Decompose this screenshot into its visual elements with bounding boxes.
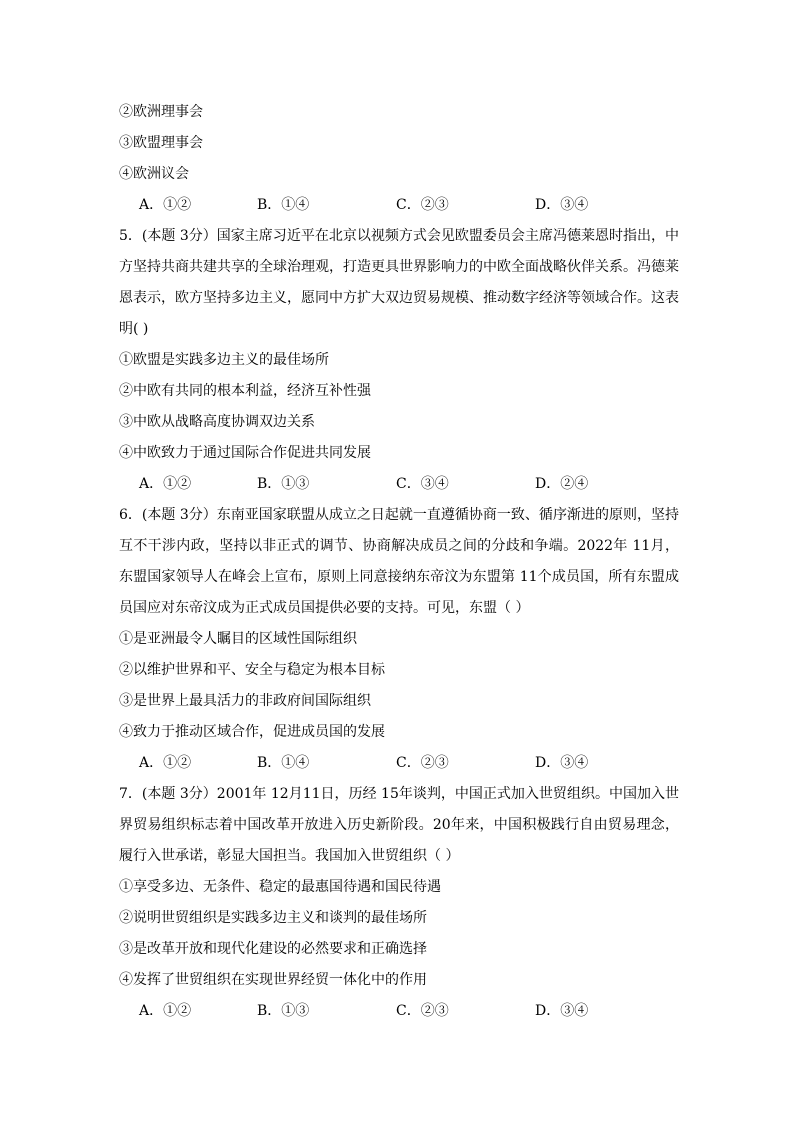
- question-stem-5: 5．(本题 3分）国家主席习近平在北京以视频方式会见欧盟委员会主席冯德莱恩时指出，中方坚持共商共建共享的全球治理观，打造更具世界影响力的中欧全面战略伙伴关系。冯德莱恩表示，欧方坚持多边主义，愿同中方扩大双边贸易规模、推动数字经济等领域合作。这表明( ): [119, 228, 679, 337]
- choice-d: D．③④: [535, 1003, 589, 1019]
- choice-c: C．②③: [396, 755, 449, 771]
- answer-choices: [119, 996, 679, 1027]
- choice-a: A．①②: [139, 755, 192, 771]
- option-item: ④发挥了世贸组织在实现世界经贸一体化中的作用: [119, 972, 427, 988]
- option-item: ①是亚洲最令人瞩目的区域性国际组织: [119, 631, 357, 647]
- choice-c: C．②③: [396, 1003, 449, 1019]
- choice-a: A．①②: [139, 1003, 192, 1019]
- choice-d: D．②④: [535, 476, 589, 492]
- option-item: ③是世界上最具活力的非政府间国际组织: [119, 693, 371, 709]
- choice-c: C．③④: [396, 476, 449, 492]
- option-item: ③是改革开放和现代化建设的必然要求和正确选择: [119, 941, 427, 957]
- option-item: ①欧盟是实践多边主义的最佳场所: [119, 352, 329, 368]
- choice-b: B．①③: [257, 1003, 310, 1019]
- option-item: ②说明世贸组织是实践多边主义和谈判的最佳场所: [119, 910, 427, 926]
- option-item: ②欧洲理事会: [119, 104, 203, 120]
- option-item: ④致力于推动区域合作，促进成员国的发展: [119, 724, 385, 740]
- choice-b: B．①④: [257, 197, 310, 213]
- question-stem-7: 7．(本题 3分）2001年 12月11日，历经 15年谈判，中国正式加入世贸组织。中国加入世界贸易组织标志着中国改革开放进入历史新阶段。20年来，中国积极践行自由贸易理念，履行入世承诺，彰显大国担当。我国加入世贸组织（ ）: [119, 786, 679, 864]
- choice-b: B．①④: [257, 755, 310, 771]
- choice-c: C．②③: [396, 197, 449, 213]
- question-stem-6: 6．(本题 3分）东南亚国家联盟从成立之日起就一直遵循协商一致、循序渐进的原则，坚持互不干涉内政，坚持以非正式的调节、协商解决成员之间的分歧和争端。2022年 11月，东盟国家领导人在峰会上宣布，原则上同意接纳东帝汶为东盟第 11个成员国，所有东盟成员国应对东帝汶成为正式成员国提供必要的支持。可见，东盟（ ）: [119, 507, 679, 616]
- option-item: ②中欧有共同的根本利益，经济互补性强: [119, 383, 371, 399]
- choice-a: A．①②: [139, 197, 192, 213]
- choice-d: D．③④: [535, 197, 589, 213]
- exam-page-content: [119, 97, 679, 1027]
- choice-a: A．①②: [139, 476, 192, 492]
- option-item: ③欧盟理事会: [119, 135, 203, 151]
- answer-choices: [119, 469, 679, 500]
- option-item: ④中欧致力于通过国际合作促进共同发展: [119, 445, 371, 461]
- choice-b: B．①③: [257, 476, 310, 492]
- answer-choices: [119, 190, 679, 221]
- option-item: ③中欧从战略高度协调双边关系: [119, 414, 315, 430]
- option-item: ①享受多边、无条件、稳定的最惠国待遇和国民待遇: [119, 879, 441, 895]
- choice-d: D．③④: [535, 755, 589, 771]
- option-item: ④欧洲议会: [119, 166, 189, 182]
- option-item: ②以维护世界和平、安全与稳定为根本目标: [119, 662, 385, 678]
- answer-choices: [119, 748, 679, 779]
